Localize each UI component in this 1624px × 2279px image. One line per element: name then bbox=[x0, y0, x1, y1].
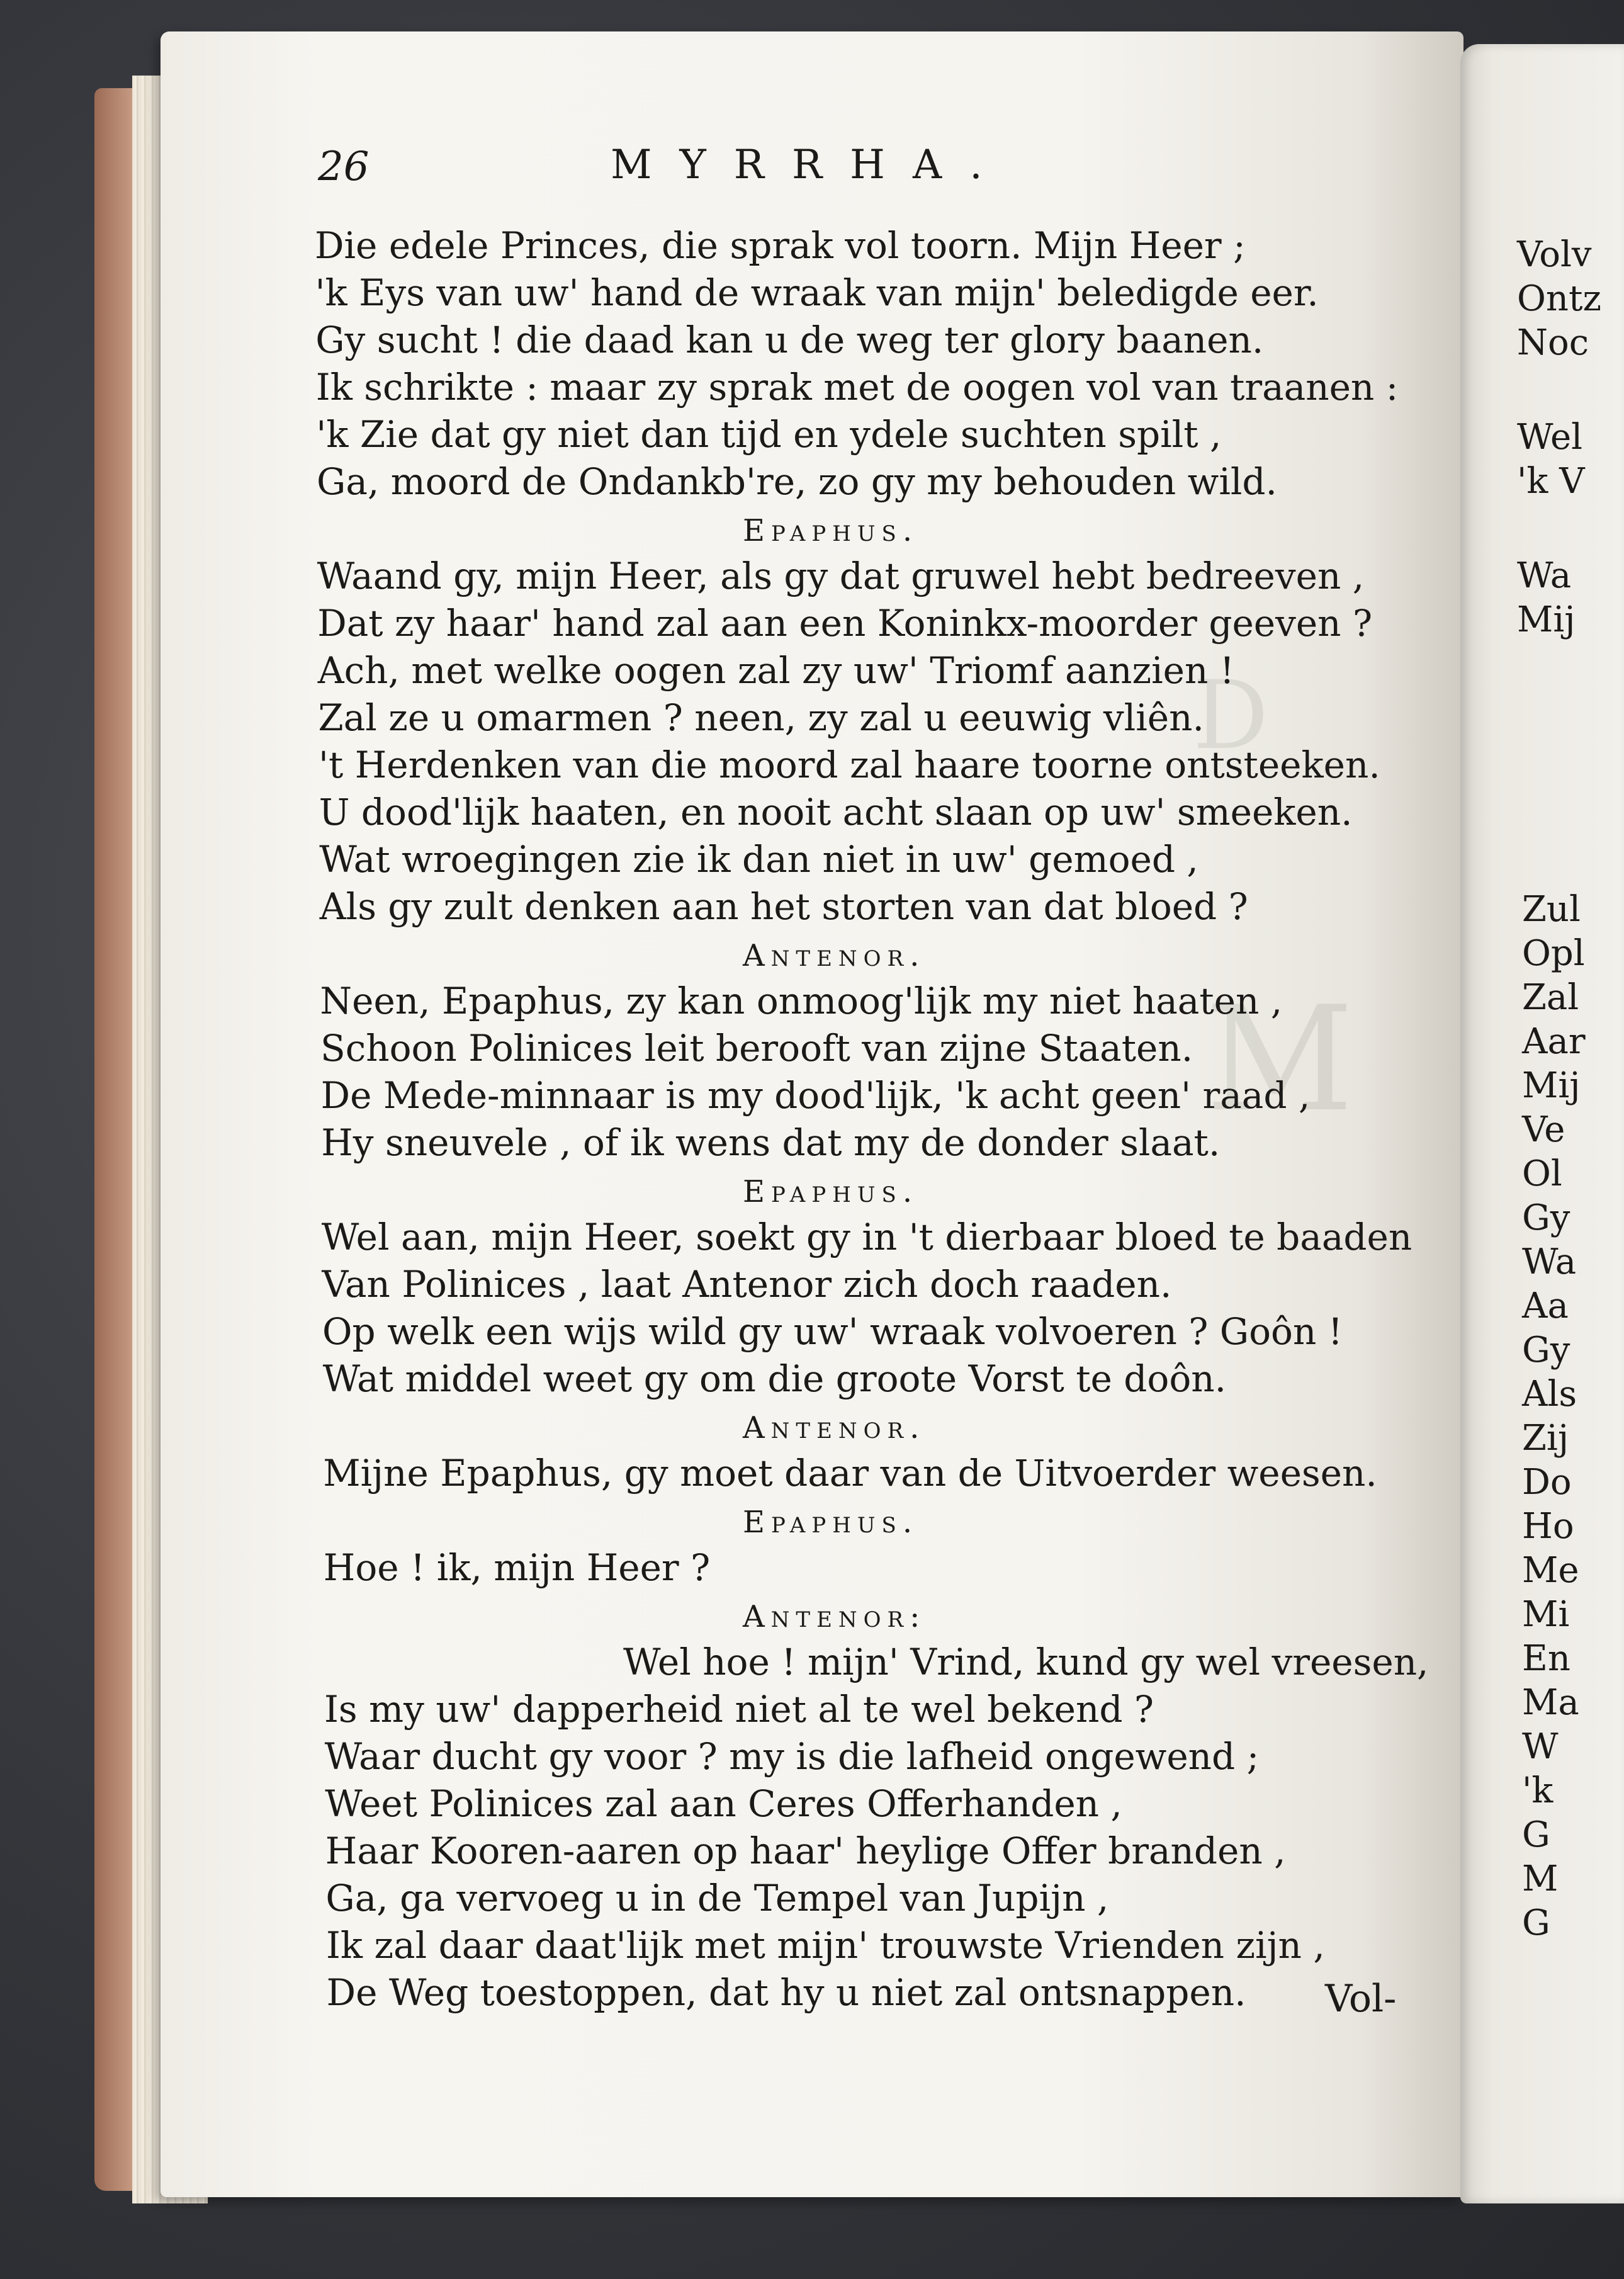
catchword: Vol- bbox=[1325, 1977, 1397, 2021]
facing-page-line-fragment: Mij bbox=[1522, 1065, 1581, 1106]
facing-page-line-fragment: Zul bbox=[1522, 889, 1581, 930]
verse-line: Schoon Polinices leit berooft van zijne Staaten. bbox=[320, 1027, 1193, 1070]
verse-line: 'k Zie dat gy niet dan tijd en ydele suchten spilt , bbox=[316, 413, 1222, 456]
verse-line: De Weg toestoppen, dat hy u niet zal ontsnappen. bbox=[326, 1971, 1246, 2014]
page-number: 26 bbox=[318, 144, 369, 190]
verse-line: 't Herdenken van die moord zal haare toorne ontsteeken. bbox=[319, 744, 1380, 786]
facing-page-line-fragment: Zij bbox=[1522, 1418, 1569, 1459]
verse-line: Ga, ga vervoeg u in de Tempel van Jupijn , bbox=[325, 1877, 1109, 1920]
verse-line: Ik zal daar daat'lijk met mijn' trouwste Vrienden zijn , bbox=[326, 1924, 1325, 1967]
verse-line: Gy sucht ! die daad kan u de weg ter glory baanen. bbox=[315, 319, 1264, 361]
verse-line: 'k Eys van uw' hand de wraak van mijn' beledigde eer. bbox=[315, 271, 1319, 314]
facing-page-line-fragment: W bbox=[1522, 1726, 1559, 1767]
verse-line: Dat zy haar' hand zal aan een Koninkx-moorder geeven ? bbox=[317, 602, 1373, 645]
verse-line: Mijne Epaphus, gy moet daar van de Uitvoerder weesen. bbox=[323, 1452, 1377, 1495]
verse-line: Hoe ! ik, mijn Heer ? bbox=[323, 1546, 711, 1589]
facing-page-line-fragment: Volv bbox=[1517, 234, 1592, 275]
facing-page-line-fragment: Wel bbox=[1517, 417, 1583, 458]
facing-page-line-fragment: 'k V bbox=[1517, 461, 1585, 502]
verse-line: Die edele Princes, die sprak vol toorn. Mijn Heer ; bbox=[315, 224, 1246, 267]
speaker-heading: Epaphus. bbox=[743, 513, 919, 548]
facing-page-line-fragment: Ol bbox=[1522, 1153, 1562, 1194]
show-through-decoration: D bbox=[1193, 661, 1282, 771]
verse-line: Als gy zult denken aan het storten van dat bloed ? bbox=[319, 885, 1248, 928]
facing-page-line-fragment: Ma bbox=[1522, 1682, 1579, 1723]
facing-page-line-fragment: Gy bbox=[1522, 1197, 1570, 1238]
verse-line: Op welk een wijs wild gy uw' wraak volvoeren ? Goôn ! bbox=[322, 1310, 1343, 1353]
speaker-heading: Antenor. bbox=[743, 1410, 926, 1445]
facing-page-line-fragment: Mi bbox=[1522, 1594, 1570, 1635]
facing-page-line-fragment: 'k bbox=[1522, 1770, 1554, 1811]
verse-line: Wel aan, mijn Heer, soekt gy in 't dierbaar bloed te baaden bbox=[321, 1216, 1413, 1258]
verse-line: Ik schrikte : maar zy sprak met de oogen vol van traanen : bbox=[315, 366, 1399, 409]
facing-page-line-fragment: Ontz bbox=[1517, 278, 1601, 319]
facing-page-line-fragment: Do bbox=[1522, 1462, 1572, 1503]
facing-page-line-fragment: Me bbox=[1522, 1550, 1579, 1591]
verse-line: U dood'lijk haaten, en nooit acht slaan op uw' smeeken. bbox=[319, 791, 1353, 834]
verse-line: Haar Kooren-aaren op haar' heylige Offer branden , bbox=[325, 1829, 1286, 1872]
facing-page-line-fragment: Wa bbox=[1517, 555, 1572, 596]
verse-line: Weet Polinices zal aan Ceres Offerhanden , bbox=[325, 1782, 1122, 1825]
verse-line: Wel hoe ! mijn' Vrind, kund gy wel vreesen, bbox=[623, 1641, 1429, 1683]
facing-page-line-fragment: Ve bbox=[1522, 1109, 1565, 1150]
facing-page-line-fragment: Gy bbox=[1522, 1330, 1570, 1371]
verse-line: Is my uw' dapperheid niet al te wel bekend ? bbox=[324, 1688, 1154, 1731]
facing-page-line-fragment: Opl bbox=[1522, 933, 1585, 974]
verse-line: Van Polinices , laat Antenor zich doch raaden. bbox=[322, 1263, 1172, 1306]
facing-page-line-fragment: Aa bbox=[1522, 1286, 1569, 1326]
verse-line: Wat middel weet gy om die groote Vorst te doôn. bbox=[322, 1357, 1227, 1400]
verse-line: Wat wroegingen zie ik dan niet in uw' gemoed , bbox=[319, 838, 1198, 881]
facing-page-line-fragment: Aar bbox=[1522, 1021, 1586, 1062]
verse-line: Waar ducht gy voor ? my is die lafheid ongewend ; bbox=[324, 1735, 1260, 1778]
verse-line: De Mede-minnaar is my dood'lijk, 'k acht geen' raad , bbox=[320, 1074, 1311, 1117]
verse-line: Ga, moord de Ondankb're, zo gy my behouden wild. bbox=[317, 460, 1277, 503]
verse-line: Zal ze u omarmen ? neen, zy zal u eeuwig vliên. bbox=[318, 696, 1204, 739]
facing-page-line-fragment: G bbox=[1522, 1903, 1550, 1943]
facing-page-line-fragment: Ho bbox=[1522, 1506, 1574, 1547]
facing-page-line-fragment: G bbox=[1522, 1814, 1550, 1855]
verse-line: Neen, Epaphus, zy kan onmoog'lijk my niet haaten , bbox=[320, 980, 1283, 1022]
speaker-heading: Epaphus. bbox=[743, 1505, 919, 1540]
speaker-heading: Antenor: bbox=[743, 1599, 927, 1634]
facing-page-line-fragment: Noc bbox=[1517, 322, 1589, 363]
facing-page-line-fragment: En bbox=[1522, 1638, 1570, 1679]
facing-page-line-fragment: Mij bbox=[1517, 599, 1576, 640]
verse-line: Hy sneuvele , of ik wens dat my de donder slaat. bbox=[321, 1121, 1221, 1164]
facing-page-line-fragment: Zal bbox=[1522, 977, 1579, 1018]
running-head: MYRRHA. bbox=[611, 142, 1010, 188]
speaker-heading: Epaphus. bbox=[743, 1174, 919, 1209]
facing-page-line-fragment: Als bbox=[1522, 1374, 1577, 1415]
verse-line: Ach, met welke oogen zal zy uw' Triomf aanzien ! bbox=[317, 649, 1235, 692]
facing-page-line-fragment: Wa bbox=[1522, 1241, 1577, 1282]
verse-line: Waand gy, mijn Heer, als gy dat gruwel hebt bedreeven , bbox=[317, 555, 1365, 597]
speaker-heading: Antenor. bbox=[743, 938, 926, 973]
show-through-initial: M bbox=[1205, 976, 1367, 1144]
facing-page-line-fragment: M bbox=[1522, 1858, 1559, 1899]
